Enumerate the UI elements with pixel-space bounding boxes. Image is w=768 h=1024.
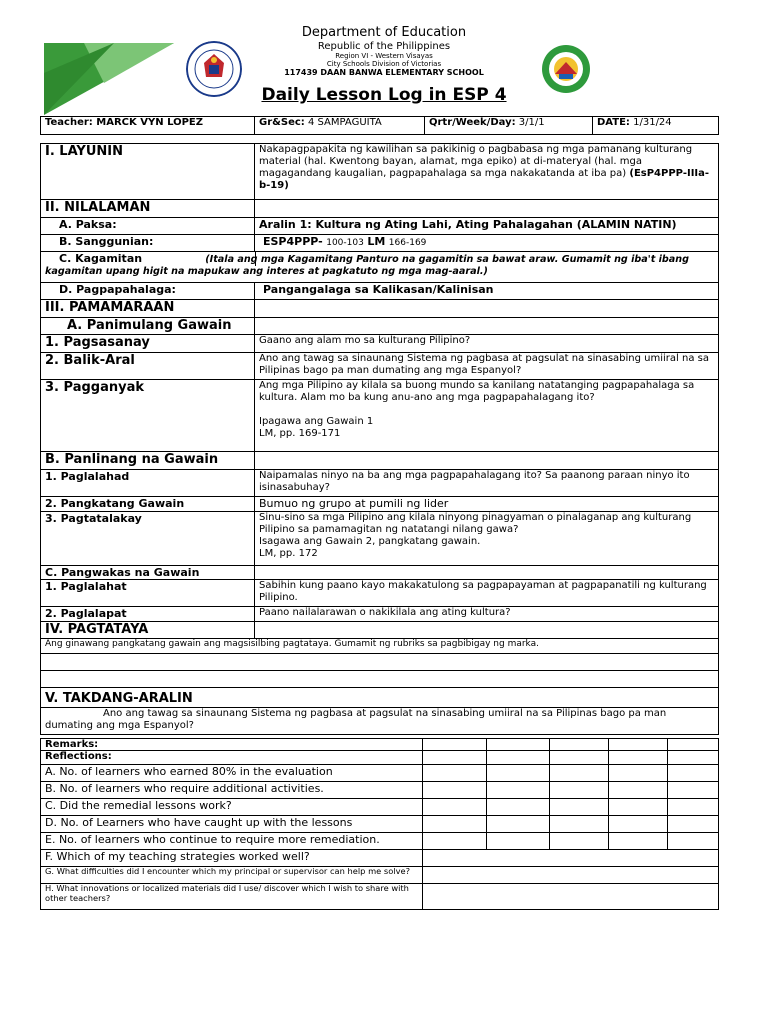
teacher-cell [41,117,255,135]
paksa-value: Aralin 1: Kultura ng Ating Lahi, Ating Pahalagahan (ALAMIN NATIN) [255,218,719,235]
reflection-item: A. No. of learners who earned 80% in the evaluation [41,765,423,782]
reflection-item: G. What difficulties did I encounter which my principal or supervisor can help me solve? [41,867,423,884]
pagpapahalaga-value: Pangangalaga sa Kalikasan/Kalinisan [255,283,719,300]
panimula-label: A. Panimulang Gawain [41,318,255,335]
paglalapat-label: 2. Paglalapat [41,607,255,622]
pagtataya-text: Ang ginawang pangkatang gawain ang magsisilbing pagtataya. Gumamit ng rubriks sa pagbibigay ng marka. [41,639,719,654]
paglalahad-label: 1. Paglalahad [41,470,255,497]
kagamitan-divider [41,252,256,266]
lm-pages: 166-169 [388,238,427,248]
grsec-label: Gr&Sec: [259,117,305,128]
lesson-table [40,143,719,735]
qtr-label: Qrtr/Week/Day: [429,117,516,128]
date-label: DATE: [597,117,630,128]
pamamaraan-label: III. PAMAMARAAN [41,300,255,318]
department-name: Department of Education [301,25,467,40]
region-name: Region VI - Western Visayas [335,52,433,60]
reflection-item: D. No. of Learners who have caught up with the lessons [41,816,423,833]
pagsasanay-label: 1. Pagsasanay [41,335,255,353]
teacher-label: Teacher: [45,117,93,128]
pangkatan-text: Bumuo ng grupo at pumili ng lider [255,497,719,512]
teacher-name: MARCK VYN LOPEZ [96,117,203,128]
paglalahat-label: 1. Paglalahat [41,580,255,607]
takdang-label: V. TAKDANG-ARALIN [41,688,719,708]
blank-row [41,671,719,688]
paglinang-label: B. Panlinang na Gawain [41,452,255,470]
sanggunian-cell [255,235,719,252]
grsec-value: 4 SAMPAGUITA [307,117,382,128]
balik-aral-label: 2. Balik-Aral [41,353,255,380]
blank-row [41,654,719,671]
paglalapat-text: Paano nailalarawan o nakikilala ang ating kultura? [255,607,719,622]
date-value: 1/31/24 [633,117,672,128]
sanggunian-label: B. Sanggunian: [41,235,255,252]
reflection-item: F. Which of my teaching strategies worked well? [41,850,423,867]
sanggunian-pages: 100-103 [326,238,364,248]
remarks-label: Remarks: [41,739,423,751]
reflection-item: C. Did the remedial lessons work? [41,799,423,816]
pagganyak-label: 3. Pagganyak [41,380,255,452]
layunin-label: I. LAYUNIN [41,144,255,200]
lm-label: LM [367,235,386,248]
division-name: City Schools Division of Victorias [326,60,442,68]
layunin-text: Nakapagpapakita ng kawilihan sa pakikinig o pagbabasa ng mga pamanang kulturang material (hal. Kwentong bayan, alamat, mga epiko) at di-materyal (hal. mga magagandang kaugalian, pagpapahalaga sa mga nakakatanda at iba pa) [259,144,693,179]
page-title: Daily Lesson Log in ESP 4 [261,85,507,105]
reflection-item: H. What innovations or localized materials did I use/ discover which I wish to share with other teachers? [41,884,423,910]
reflection-item: B. No. of learners who require additional activities. [41,782,423,799]
layunin-code: (EsP4PPP-IIIa-b-19) [259,168,710,191]
qtr-cell [425,117,593,135]
paksa-label: A. Paksa: [41,218,255,235]
pagganyak-text: Ang mga Pilipino ay kilala sa buong mundo sa kanilang natatanging pagpapahalaga sa kultura. Alam mo ba kung anu-ano ang mga pagpapahalagang ito? Ipagawa ang Gawain 1 LM, pp. 169-171 [255,380,719,452]
layunin-cell [255,144,719,200]
paglalahat-text: Sabihin kung paano kayo makakatulong sa pagpapayaman at pagpapanatili ng kulturang Pilipino. [255,580,719,607]
date-cell [593,117,719,135]
republic-name: Republic of the Philippines [317,41,451,52]
reflections-table [40,738,719,910]
takdang-text: Ano ang tawag sa sinaunang Sistema ng pagbasa at pagsulat na sinasabing umiiral na sa Pilipinas bago pa man dumating ang mga Espanyol? [41,707,719,734]
pangwakas-label: C. Pangwakas na Gawain [41,566,255,580]
pagtatalakay-text: Sinu-sino sa mga Pilipino ang kilala ninyong pinagyaman o pinalaganap ang kulturang Pilipino sa pamamagitan ng natatangi nilang gawa? Isagawa ang Gawain 2, pangkatang gawain. LM, pp. 172 [255,512,719,566]
pagpapahalaga-label: D. Pagpapahalaga: [41,283,255,300]
kagamitan-label: C. Kagamitan [59,252,143,265]
balik-aral-text: Ano ang tawag sa sinaunang Sistema ng pagbasa at pagsulat na sinasabing umiiral na sa Pilipinas bago pa man dumating ang mga Espanyol? [255,353,719,380]
paglalahad-text: Naipamalas ninyo na ba ang mga pagpapahalagang ito? Sa paanong paraan ninyo ito isinasabuhay? [255,470,719,497]
pagtataya-label: IV. PAGTATAYA [41,622,255,639]
info-table [40,116,719,135]
pangkatan-label: 2. Pangkatang Gawain [41,497,255,512]
qtr-value: 3/1/1 [518,117,545,128]
nilalaman-label: II. NILALAMAN [41,200,255,218]
kagamitan-text: (Itala ang mga Kagamitang Panturo na gagamitin sa bawat araw. Gumamit ng iba't ibang kagamitan upang higit na mapukaw ang interes at pagkatuto ng mga mag-aaral.) [45,254,689,277]
sanggunian-code: ESP4PPP- [263,235,323,248]
reflection-item: E. No. of learners who continue to require more remediation. [41,833,423,850]
reflections-label: Reflections: [41,751,423,765]
grsec-cell [255,117,425,135]
pagtatalakay-label: 3. Pagtatalakay [41,512,255,566]
school-name: 117439 DAAN BANWA ELEMENTARY SCHOOL [284,68,484,77]
kagamitan-cell [41,252,719,283]
pagsasanay-text: Gaano ang alam mo sa kulturang Pilipino? [255,335,719,353]
